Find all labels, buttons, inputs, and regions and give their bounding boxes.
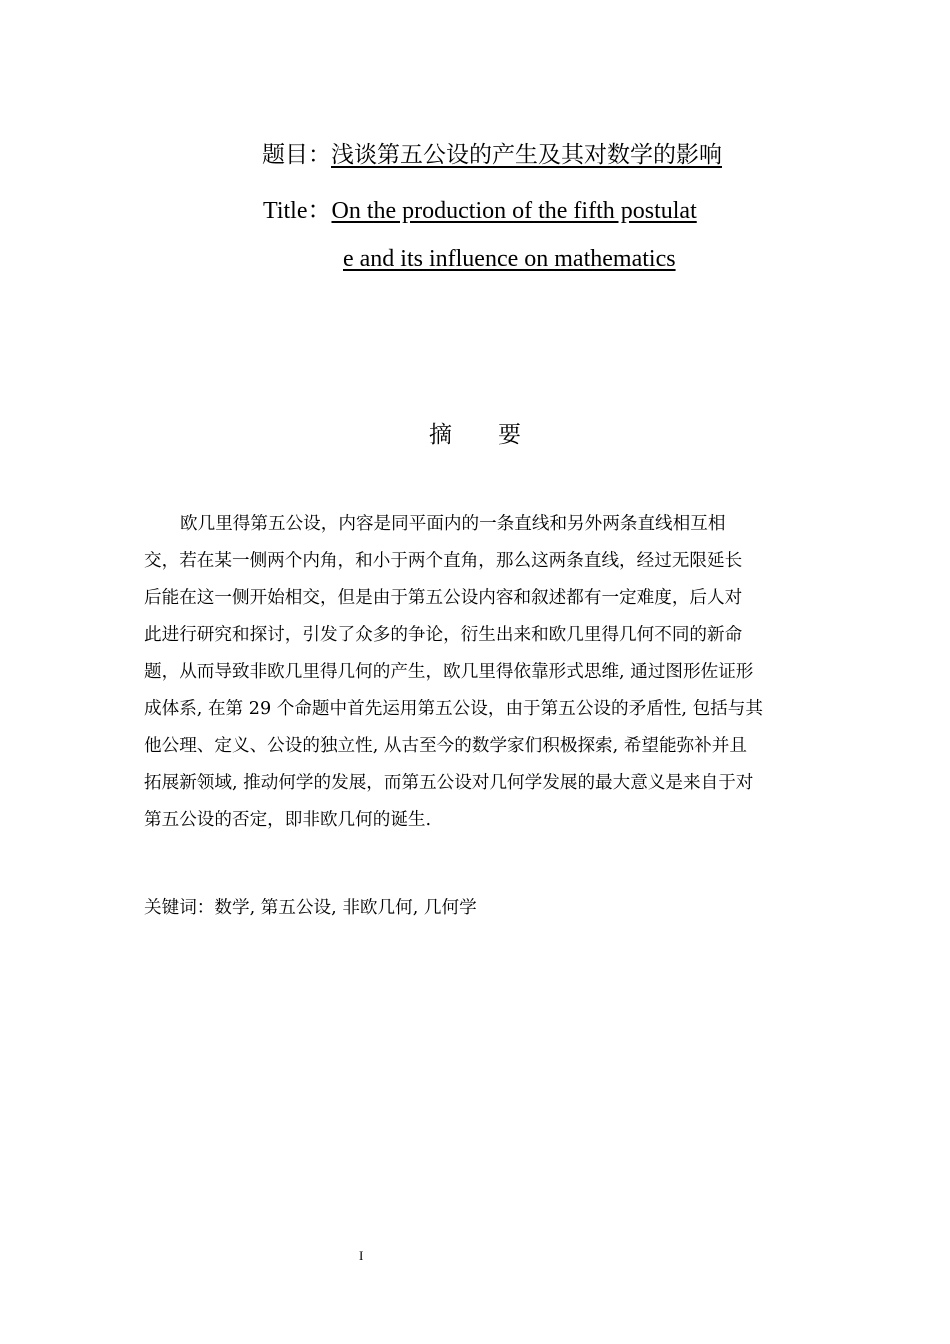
chinese-title: [262, 136, 722, 174]
english-title-line-1: [263, 193, 697, 229]
abstract-line: 第五公设的否定，即非欧几何的诞生.: [144, 810, 432, 830]
english-title-label: Title：: [263, 198, 332, 224]
keywords-value: 数学, 第五公设, 非欧几何, 几何学: [214, 898, 477, 918]
abstract-line: 交，若在某一侧两个内角，和小于两个直角，那么这两条直线，经过无限延长: [144, 551, 743, 571]
abstract-line: 欧几里得第五公设，内容是同平面内的一条直线和另外两条直线相互相: [180, 514, 726, 534]
abstract-line: 题，从而导致非欧几里得几何的产生，欧几里得依靠形式思维, 通过图形佐证形: [144, 662, 754, 682]
abstract-line: 他公理、定义、公设的独立性, 从古至今的数学家们积极探索, 希望能弥补并且: [144, 736, 747, 756]
abstract-heading: [0, 418, 950, 452]
page-number: I: [359, 1248, 364, 1263]
abstract-line: 成体系, 在第 29 个命题中首先运用第五公设，由于第五公设的矛盾性, 包括与其: [144, 699, 763, 719]
abstract-heading-char-2: 要: [498, 422, 521, 448]
abstract-line: 后能在这一侧开始相交，但是由于第五公设内容和叙述都有一定难度，后人对: [144, 588, 743, 608]
keywords: [144, 891, 477, 925]
keywords-label: 关键词：: [144, 898, 215, 918]
abstract-body: [144, 506, 806, 839]
english-title-text-1: On the production of the fifth postulat: [331, 198, 697, 224]
abstract-line: 此进行研究和探讨，引发了众多的争论，衍生出来和欧几里得几何不同的新命: [144, 625, 743, 645]
chinese-title-text: 浅谈第五公设的产生及其对数学的影响: [331, 142, 722, 168]
english-title-line-2: e and its influence on mathematics: [343, 246, 676, 272]
abstract-line: 拓展新领域, 推动何学的发展，而第五公设对几何学发展的最大意义是来自于对: [144, 773, 754, 793]
chinese-title-label: 题目：: [262, 142, 331, 168]
abstract-heading-char-1: 摘: [429, 422, 452, 448]
